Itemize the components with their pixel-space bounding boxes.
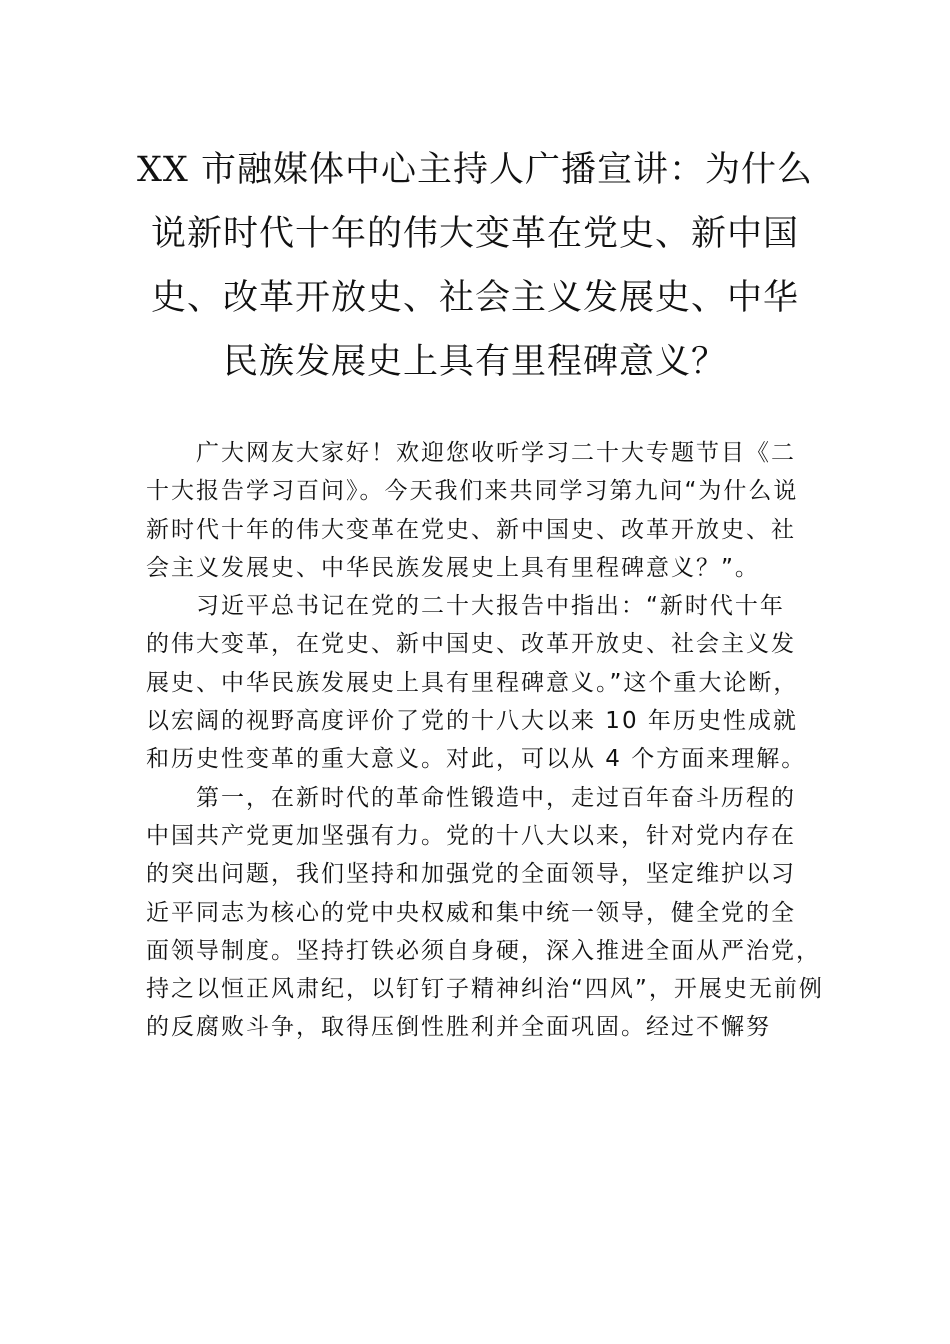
document-title (110, 138, 840, 394)
body-line: 面领导制度。坚持打铁必须自身硬，深入推进全面从严治党， (146, 937, 821, 964)
paragraph-first-point (146, 779, 826, 1047)
body-line: 广大网友大家好！欢迎您收听学习二十大专题节目《二 (196, 440, 796, 466)
body-line: 中国共产党更加坚强有力。党的十八大以来，针对党内存在 (146, 822, 796, 849)
body-line: 习近平总书记在党的二十大报告中指出：“新时代十年 (196, 593, 785, 620)
title-line: XX 市融媒体中心主持人广播宣讲：为什么 (137, 150, 813, 190)
body-line: 的突出问题，我们坚持和加强党的全面领导，坚定维护以习 (146, 861, 796, 888)
body-line: 第一，在新时代的革命性锻造中，走过百年奋斗历程的 (196, 784, 796, 811)
paragraph-intro (146, 434, 826, 587)
body-line: 的反腐败斗争，取得压倒性胜利并全面巩固。经过不懈努 (146, 1014, 771, 1041)
body-line: 会主义发展史、中华民族发展史上具有里程碑意义？”。 (146, 554, 760, 581)
title-line: 史、改革开放史、社会主义发展史、中华 (150, 278, 799, 318)
title-line: 民族发展史上具有里程碑意义？ (222, 342, 727, 382)
body-line: 的伟大变革，在党史、新中国史、改革开放史、社会主义发 (146, 631, 796, 658)
body-line: 新时代十年的伟大变革在党史、新中国史、改革开放史、社 (146, 516, 796, 543)
body-line: 十大报告学习百问》。今天我们来共同学习第九问“为什么说 (146, 478, 799, 505)
title-line: 说新时代十年的伟大变革在党史、新中国 (150, 214, 799, 254)
body-line: 持之以恒正风肃纪，以钉钉子精神纠治“四风”，开展史无前例 (146, 976, 824, 1003)
body-line: 近平同志为核心的党中央权威和集中统一领导，健全党的全 (146, 899, 796, 926)
body-line: 和历史性变革的重大意义。对此，可以从 4 个方面来理解。 (146, 746, 807, 773)
paragraph-quote (146, 587, 826, 778)
document-body (146, 434, 826, 1047)
body-line: 展史、中华民族发展史上具有里程碑意义。”这个重大论断， (146, 669, 799, 696)
body-line: 以宏阔的视野高度评价了党的十八大以来 10 年历史性成就 (146, 708, 798, 735)
